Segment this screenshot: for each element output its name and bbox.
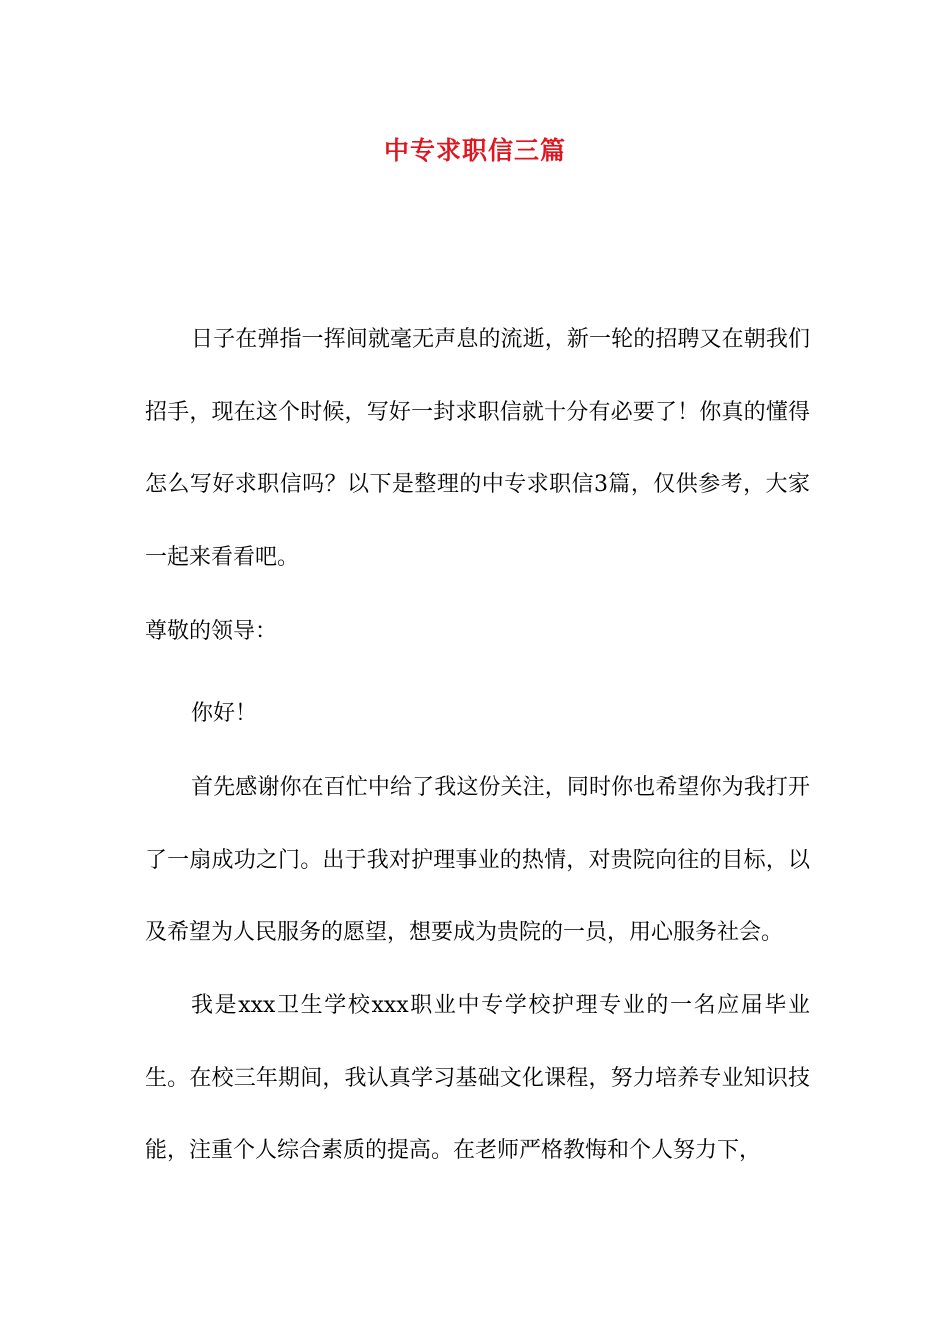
intro-paragraph: 日子在弹指一挥间就毫无声息的流逝，新一轮的招聘又在朝我们招手，现在这个时候，写好一封求职信就十分有必要了！你真的懂得怎么写好求职信吗？以下是整理的中专求职信3篇，仅供参考，大家一起来看看吧。	[145, 327, 810, 570]
salutation: 尊敬的领导：	[145, 619, 278, 644]
body-paragraph: 首先感谢你在百忙中给了我这份关注，同时你也希望你为我打开了一扇成功之门。出于我对护理事业的热情，对贵院向往的目标，以及希望为人民服务的愿望，想要成为贵院的一员，用心服务社会。	[145, 775, 810, 945]
greeting: 你好！	[191, 701, 258, 726]
document-title: 中专求职信三篇	[383, 136, 566, 165]
body-paragraph: 我是xxx卫生学校xxx职业中专学校护理专业的一名应届毕业生。在校三年期间，我认真学习基础文化课程，努力培养专业知识技能，注重个人综合素质的提高。在老师严格教悔和个人努力下，	[145, 993, 810, 1163]
